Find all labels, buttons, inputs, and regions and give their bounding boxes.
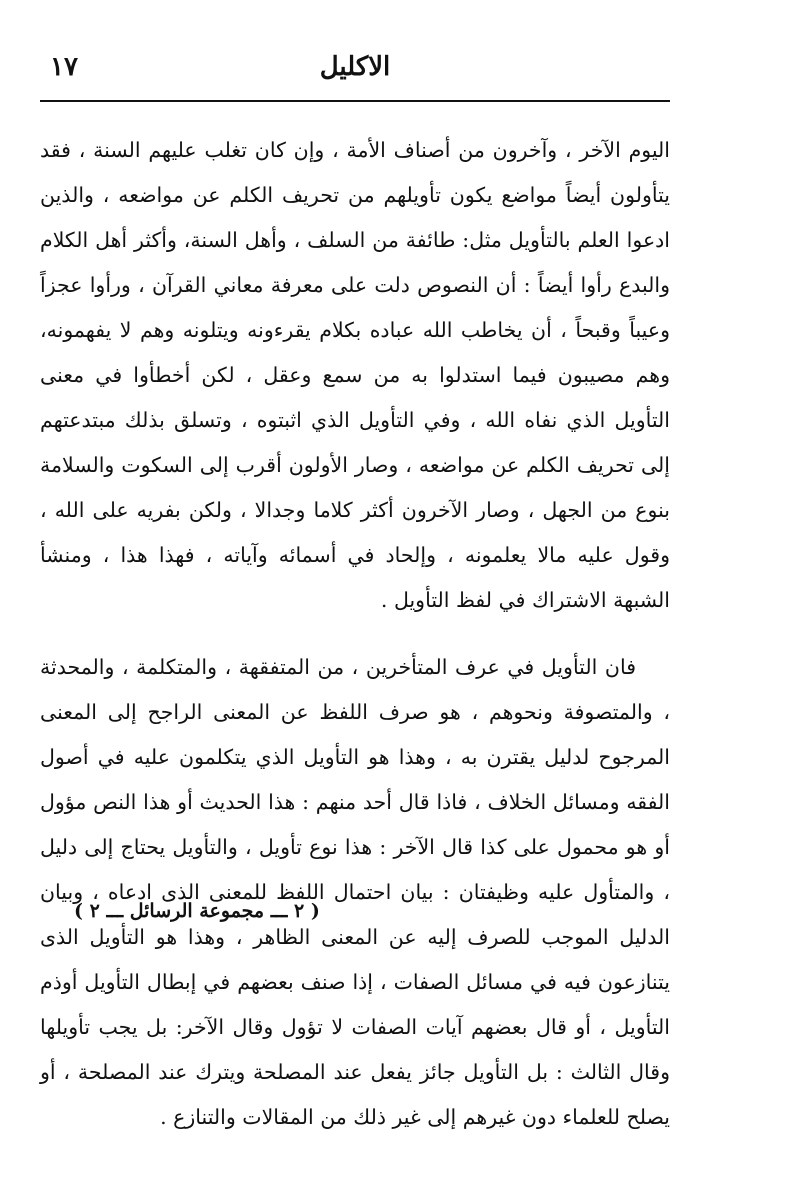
paragraph: اليوم الآخر ، وآخرون من أصناف الأمة ، وإن كان تغلب عليهم السنة ، فقد يتأولون أيضاً مواضع يكون تأويلهم من تحريف الكلم عن مواضعه ، والذين ادعوا العلم بالتأويل مثل: طائفة من السلف ، وأهل السنة، وأكثر أهل الكلام والبدع رأوا أيضاً : أن النصوص دلت على معرفة معاني القرآن ، ورأوا عجزاً وعيباً وقبحاً ، أن يخاطب الله عباده بكلام يقرءونه ويتلونه وهم لا يفهمونه، وهم مصيبون فيما استدلوا به من سمع وعقل ، لكن أخطأوا في معنى التأويل الذي نفاه الله ، وفي التأويل الذي اثبتوه ، وتسلق بذلك مبتدعتهم إلى تحريف الكلم عن مواضعه ، وصار الأولون أقرب إلى السكوت والسلامة بنوع من الجهل ، وصار الآخرون أكثر كلاما وجدالا ، ولكن بفريه على الله ، وقول عليه مالا يعلمونه ، وإلحاد في أسمائه وآياته ، فهذا هذا ، ومنشأ الشبهة الاشتراك في لفظ التأويل . bbox=[40, 138, 670, 612]
page-header bbox=[40, 52, 670, 92]
body-text bbox=[40, 128, 670, 1140]
signature-mark: ( ٢ ـــ مجموعة الرسائل ـــ ٢ ) bbox=[74, 900, 320, 922]
paragraph: فان التأويل في عرف المتأخرين ، من المتفقهة ، والمتكلمة ، والمحدثة ، والمتصوفة ونحوهم ، هو صرف اللفظ عن المعنى الراجح إلى المعنى المرجوح لدليل يقترن به ، وهذا هو التأويل الذي يتكلمون عليه في أصول الفقه ومسائل الخلاف ، فاذا قال أحد منهم : هذا الحديث أو هذا النص مؤول أو هو محمول على كذا قال الآخر : هذا نوع تأويل ، والتأويل يحتاج إلى دليل ، والمتأول عليه وظيفتان : بيان احتمال اللفظ للمعنى الذى ادعاه ، وبيان الدليل الموجب للصرف إليه عن المعنى الظاهر ، وهذا هو التأويل الذى يتنازعون فيه في مسائل الصفات ، إذا صنف بعضهم في إبطال التأويل أوذم التأويل ، أو قال بعضهم آيات الصفات لا تؤول وقال الآخر: بل يجب تأويلها وقال الثالث : بل التأويل جائز يفعل عند المصلحة ويترك عند المصلحة ، أو يصلح للعلماء دون غيرهم إلى غير ذلك من المقالات والتنازع . bbox=[40, 655, 670, 1129]
running-title: الاكليل bbox=[319, 52, 391, 82]
header-rule bbox=[40, 100, 670, 102]
page-number: ١٧ bbox=[50, 52, 78, 82]
book-page bbox=[40, 40, 670, 1140]
